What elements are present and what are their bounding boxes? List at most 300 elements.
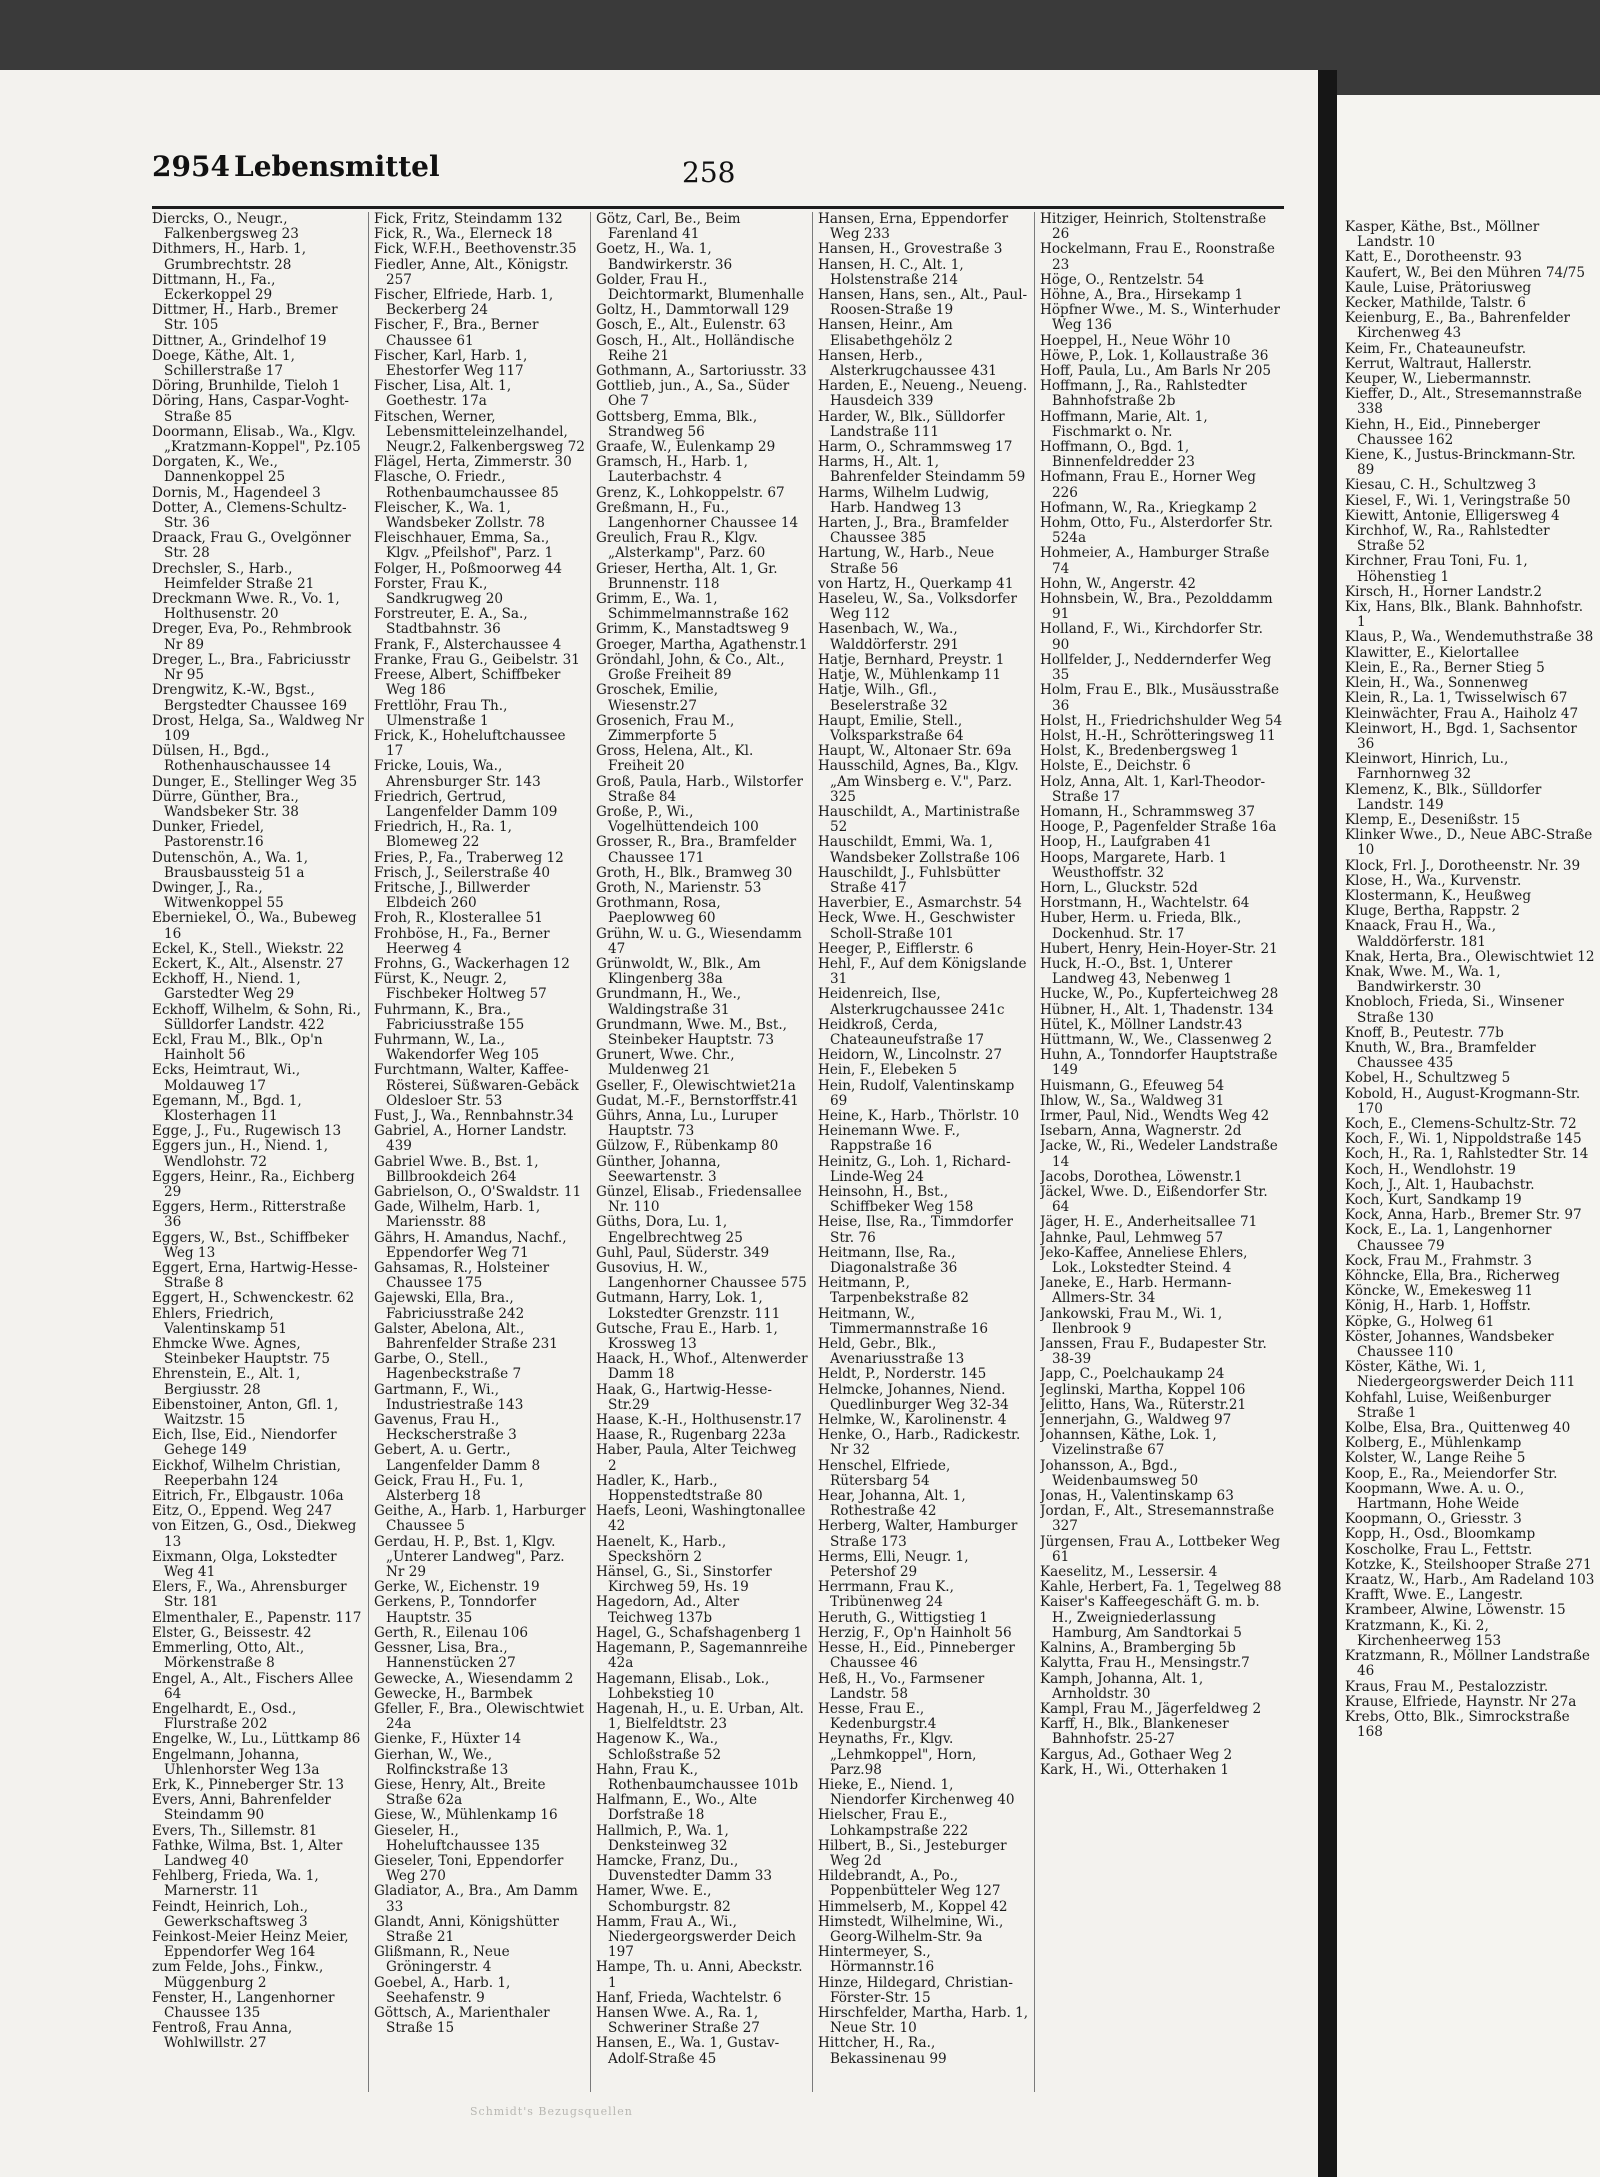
directory-entry: Folger, H., Poßmoorweg 44 <box>374 560 563 577</box>
directory-entry: Kotzke, K., Steilshooper Straße 271 <box>1345 1556 1592 1573</box>
section-title: Lebensmittel <box>234 150 440 183</box>
directory-entry: Harm, O., Schrammsweg 17 <box>818 439 1013 456</box>
directory-entry: Kobold, H., August-Krogmann-Str. 170 <box>1345 1085 1581 1117</box>
directory-entry: Frettlöhr, Frau Th., Ulmenstraße 1 <box>374 697 508 729</box>
directory-entry: Grundmann, H., We., Waldingstraße 31 <box>596 986 742 1018</box>
directory-entry: Haefs, Leoni, Washingtonallee 42 <box>596 1503 806 1535</box>
directory-entry: Gavenus, Frau H., Heckscherstraße 3 <box>374 1412 517 1444</box>
directory-entry: Fischer, Elfriede, Harb. 1, Beckerberg 24 <box>374 287 554 319</box>
directory-entry: Hittcher, H., Ra., Bekassinenau 99 <box>818 2035 947 2067</box>
directory-entry: Heitmann, W., Timmermannstraße 16 <box>818 1305 989 1337</box>
directory-entry: Hatje, Bernhard, Preystr. 1 <box>818 651 1005 668</box>
footer-ghost-text: Schmidt's Bezugsquellen <box>470 2105 633 2118</box>
directory-entry: Jacobs, Dorothea, Löwenstr.1 <box>1040 1168 1243 1185</box>
directory-entry: Hoeppel, H., Neue Wöhr 10 <box>1040 332 1231 349</box>
directory-entry: Günther, Johanna, Seewartenstr. 3 <box>596 1153 721 1185</box>
directory-entry: Fuhrmann, K., Bra., Fabriciusstraße 155 <box>374 1001 525 1033</box>
directory-entry: Haase, R., Rugenbarg 223a <box>596 1427 786 1444</box>
directory-entry: Herms, Elli, Neugr. 1, Petershof 29 <box>818 1548 969 1581</box>
directory-entry: Eggers jun., H., Niend. 1, Wendlohstr. 72 <box>152 1138 329 1170</box>
directory-entry: Eberniekel, O., Wa., Bubeweg 16 <box>152 910 357 942</box>
page-number: 2954 <box>152 150 230 183</box>
directory-entry: Kieffer, D., Alt., Stresemannstraße 338 <box>1345 386 1582 418</box>
directory-entry: Hamer, Wwe. E., Schomburgstr. 82 <box>596 1883 731 1915</box>
directory-entry: Harten, J., Bra., Bramfelder Chaussee 385 <box>818 515 1009 547</box>
directory-entry: Forster, Frau K., Sandkrugweg 20 <box>374 575 504 608</box>
directory-entry: Kleinwort, H., Bgd. 1, Sachsentor 36 <box>1345 720 1577 752</box>
directory-entry: Hartung, W., Harb., Neue Straße 56 <box>818 545 995 577</box>
directory-entry: Feinkost-Meier Heinz Meier, Eppendorfer Weg 164 <box>152 1928 349 1961</box>
directory-entry: Jahnke, Paul, Lehmweg 57 <box>1040 1229 1224 1246</box>
directory-entry: Haase, K.-H., Holthusenstr.17 <box>596 1412 802 1429</box>
directory-entry: Hooge, P., Pagenfelder Straße 16a <box>1040 819 1277 836</box>
directory-entry: Kampl, Frau M., Jägerfeldweg 2 <box>1040 1700 1262 1717</box>
directory-entry: Garbe, O., Stell., Hagenbeckstraße 7 <box>374 1351 522 1383</box>
directory-entry: Jacke, W., Ri., Wedeler Landstraße 14 <box>1040 1138 1278 1170</box>
directory-entry: Glandt, Anni, Königshütter Straße 21 <box>374 1913 559 1945</box>
directory-entry: Kraus, Frau M., Pestalozzistr. <box>1345 1678 1549 1695</box>
directory-entry: Hoff, Paula, Lu., Am Barls Nr 205 <box>1040 363 1272 380</box>
directory-entry: Kix, Hans, Blk., Blank. Bahnhofstr. 1 <box>1345 599 1584 631</box>
directory-entry: Holst, K., Bredenbergsweg 1 <box>1040 743 1239 760</box>
directory-entry: Döring, Brunhilde, Tieloh 1 <box>152 378 341 395</box>
directory-entry: Harden, E., Neueng., Neueng. Hausdeich 339 <box>818 378 1028 410</box>
directory-entry: Gade, Wilhelm, Harb. 1, Mariensstr. 88 <box>374 1199 541 1231</box>
directory-entry: Jordan, F., Alt., Stresemannstraße 327 <box>1040 1503 1275 1535</box>
directory-entry: Grimm, K., Manstadtsweg 9 <box>596 621 790 638</box>
directory-entry: Grunert, Wwe. Chr., Muldenweg 21 <box>596 1047 735 1079</box>
directory-entry: Engelke, W., Lu., Lüttkamp 86 <box>152 1731 361 1748</box>
directory-entry: Dittmer, H., Harb., Bremer Str. 105 <box>152 302 338 334</box>
directory-entry: Gülzow, F., Rübenkamp 80 <box>596 1138 779 1155</box>
directory-entry: Elmenthaler, E., Papenstr. 117 <box>152 1609 362 1626</box>
directory-entry: Hein, F., Elebeken 5 <box>818 1062 957 1079</box>
directory-entry: Groß, Paula, Harb., Wilstorfer Straße 84 <box>596 773 803 805</box>
directory-entry: Klock, Frl. J., Dorotheenstr. Nr. 39 <box>1345 857 1581 874</box>
directory-entry: Koscholke, Frau L., Fettstr. <box>1345 1541 1533 1558</box>
directory-entry: Grieser, Hertha, Alt. 1, Gr. Brunnenstr. 118 <box>596 560 778 592</box>
directory-entry: Keuper, W., Liebermannstr. <box>1345 371 1532 388</box>
directory-entry: Heinitz, G., Loh. 1, Richard-Linde-Weg 24 <box>818 1153 1011 1185</box>
directory-entry: Kirchhof, W., Ra., Rahlstedter Straße 52 <box>1345 523 1550 555</box>
directory-entry: Köncke, W., Emekesweg 11 <box>1345 1283 1533 1300</box>
directory-entry: Gührs, Anna, Lu., Luruper Hauptstr. 73 <box>596 1107 778 1140</box>
directory-entry: Frick, K., Hoheluftchaussee 17 <box>374 727 566 760</box>
directory-entry: Kirsch, H., Horner Landstr.2 <box>1345 583 1542 600</box>
directory-entry: Gewecke, H., Barmbek <box>374 1685 533 1702</box>
directory-entry: Harms, H., Alt. 1, Bahrenfelder Steindamm 59 <box>818 454 1026 486</box>
directory-entry: Holland, F., Wi., Kirchdorfer Str. 90 <box>1040 621 1264 653</box>
directory-entry: Günzel, Elisab., Friedensallee Nr. 110 <box>596 1184 802 1216</box>
directory-entry: Gladiator, A., Bra., Am Damm 33 <box>374 1883 578 1915</box>
directory-entry: Drost, Helga, Sa., Waldweg Nr 109 <box>152 712 364 744</box>
directory-entry: Haber, Paula, Alter Teichweg 2 <box>596 1442 797 1474</box>
directory-entry: Eggers, W., Bst., Schiffbeker Weg 13 <box>152 1229 349 1261</box>
directory-entry: Eggers, Heinr., Ra., Eichberg 29 <box>152 1168 355 1200</box>
directory-entry: Kaeselitz, M., Lessersir. 4 <box>1040 1564 1218 1581</box>
directory-entry: Heidkroß, Cerda, Chateauneufstraße 17 <box>818 1016 984 1048</box>
directory-entry: Jelitto, Hans, Wa., Rüterstr.21 <box>1040 1396 1247 1413</box>
directory-entry: Dreger, Eva, Po., Rehmbrook Nr 89 <box>152 621 352 653</box>
directory-entry: Helmcke, Johannes, Niend. Quedlinburger Weg 32-34 <box>818 1381 1009 1413</box>
directory-entry: Engelmann, Johanna, Uhlenhorster Weg 13a <box>152 1746 320 1778</box>
directory-entry: Hoffmann, Marie, Alt. 1, Fischmarkt o. Nr. <box>1040 408 1208 440</box>
directory-entry: Heinemann Wwe. F., Rappstraße 16 <box>818 1123 961 1155</box>
directory-entry: Goetz, H., Wa. 1, Bandwirkerstr. 36 <box>596 241 733 273</box>
directory-entry: Ehlers, Friedrich, Valentinskamp 51 <box>152 1305 287 1337</box>
directory-entry: Heinsohn, H., Bst., Schiffbeker Weg 158 <box>818 1184 974 1216</box>
directory-entry: Höge, O., Rentzelstr. 54 <box>1040 271 1205 288</box>
directory-entry: Fischer, F., Bra., Berner Chaussee 61 <box>374 317 539 349</box>
directory-entry: Graafe, W., Eulenkamp 29 <box>596 439 776 456</box>
directory-entry: Golder, Frau H., Deichtormarkt, Blumenhalle <box>596 271 805 304</box>
directory-entry: Hollfelder, J., Neddernderfer Weg 35 <box>1040 651 1272 684</box>
directory-entry: Hohn, W., Angerstr. 42 <box>1040 575 1196 592</box>
directory-entry: Hintermeyer, S., Hörmannstr.16 <box>818 1944 935 1976</box>
directory-entry: Haak, G., Hartwig-Hesse-Str.29 <box>596 1381 772 1413</box>
directory-entry: Horstmann, H., Wachtelstr. 64 <box>1040 895 1250 912</box>
directory-entry: Hagel, G., Schafshagenberg 1 <box>596 1624 803 1641</box>
directory-entry: Hansen, Hans, sen., Alt., Paul-Roosen-Straße 19 <box>818 287 1028 319</box>
directory-entry: Knoff, B., Peutestr. 77b <box>1345 1024 1504 1041</box>
directory-entry: Fürst, K., Neugr. 2, Fischbeker Holtweg 57 <box>374 971 547 1003</box>
directory-entry: Goltz, H., Dammtorwall 129 <box>596 302 790 319</box>
directory-entry: Hildebrandt, A., Po., Poppenbütteler Weg 127 <box>818 1868 1001 1900</box>
directory-entry: Gothmann, A., Sartoriusstr. 33 <box>596 363 807 380</box>
directory-entry: Gerdau, H. P., Bst. 1, Klgv. „Unterer Landweg", Parz. Nr 29 <box>374 1533 565 1581</box>
directory-entry: Kiene, K., Justus-Brinckmann-Str. 89 <box>1345 447 1576 479</box>
directory-entry: Eckert, K., Alt., Alsenstr. 27 <box>152 955 344 972</box>
directory-entry: Haverbier, E., Asmarchstr. 54 <box>818 895 1022 912</box>
directory-entry: Eixmann, Olga, Lokstedter Weg 41 <box>152 1548 337 1581</box>
directory-entry: Fick, R., Wa., Elerneck 18 <box>374 226 553 243</box>
directory-entry: Gutmann, Harry, Lok. 1, Lokstedter Grenzstr. 111 <box>596 1290 781 1322</box>
directory-entry: Klein, E., Ra., Berner Stieg 5 <box>1345 659 1545 676</box>
directory-entry: Grenz, K., Lohkoppelstr. 67 <box>596 484 785 501</box>
directory-entry: Fries, P., Fa., Traberweg 12 <box>374 849 564 866</box>
directory-entry: Hamm, Frau A., Wi., Niedergeorgswerder Deich 197 <box>596 1913 797 1961</box>
directory-entry: Hesse, Frau E., Kedenburgstr.4 <box>818 1700 937 1733</box>
directory-entry: Huck, H.-O., Bst. 1, Unterer Landweg 43, Nebenweg 1 <box>1040 955 1233 988</box>
directory-entry: Koch, H., Ra. 1, Rahlstedter Str. 14 <box>1345 1146 1589 1163</box>
directory-entry: Hänsel, G., Si., Sinstorfer Kirchweg 59, Hs. 19 <box>596 1564 772 1596</box>
directory-entry: Gramsch, H., Harb. 1, Lauterbachstr. 4 <box>596 454 748 486</box>
directory-entry: Heine, K., Harb., Thörlstr. 10 <box>818 1107 1020 1124</box>
directory-entry: Giese, Henry, Alt., Breite Straße 62a <box>374 1776 546 1809</box>
directory-entry: Heidorn, W., Lincolnstr. 27 <box>818 1047 1002 1064</box>
directory-entry: Hansen, Herb., Alsterkrugchaussee 431 <box>818 347 997 380</box>
directory-entry: Gseller, F., Olewischtwiet21a <box>596 1077 796 1094</box>
next-page <box>1337 95 1600 2177</box>
directory-entry: Holste, E., Deichstr. 6 <box>1040 758 1191 775</box>
directory-entry: Klein, H., Wa., Sonnenweg <box>1345 675 1529 692</box>
directory-entry: Gusovius, H. W., Langenhorner Chaussee 575 <box>596 1260 807 1292</box>
directory-entry: zum Felde, Johs., Finkw., Müggenburg 2 <box>152 1959 324 1991</box>
directory-entry: Gosch, H., Alt., Holländische Reihe 21 <box>596 332 795 364</box>
directory-entry: Eckhoff, Wilhelm, & Sohn, Ri., Sülldorfer Landstr. 422 <box>152 1001 361 1033</box>
directory-entry: Fick, W.F.H., Beethovenstr.35 <box>374 241 577 258</box>
directory-entry: Drengwitz, K.-W., Bgst., Bergstedter Chaussee 169 <box>152 682 348 714</box>
directory-entry: Holm, Frau E., Blk., Musäusstraße 36 <box>1040 682 1280 714</box>
directory-entry: Kaule, Luise, Prätoriusweg <box>1345 279 1532 296</box>
directory-entry: Ecks, Heimtraut, Wi., Moldauweg 17 <box>152 1062 301 1094</box>
directory-entry: von Hartz, H., Querkamp 41 <box>818 575 1014 592</box>
directory-entry: Kaufert, W., Bei den Mühren 74/75 <box>1345 264 1586 281</box>
directory-entry: Köster, Käthe, Wi. 1, Niedergeorgswerder Deich 111 <box>1345 1359 1576 1391</box>
directory-entry: Jäger, H. E., Anderheitsallee 71 <box>1040 1214 1258 1231</box>
directory-entry: Geick, Frau H., Fu. 1, Alsterberg 18 <box>374 1472 524 1505</box>
directory-entry: Kasper, Käthe, Bst., Möllner Landstr. 10 <box>1345 220 1540 251</box>
directory-entry: Jonas, H., Valentinskamp 63 <box>1040 1488 1234 1505</box>
directory-entry: Kargus, Ad., Gothaer Weg 2 <box>1040 1746 1233 1763</box>
directory-entry: Dürre, Günther, Bra., Wandsbeker Str. 38 <box>152 788 299 820</box>
column-1 <box>152 212 364 2102</box>
directory-entry: Knak, Wwe. M., Wa. 1, Bandwirkerstr. 30 <box>1345 963 1501 996</box>
directory-entry: Hüttmann, W., We., Classenweg 2 <box>1040 1031 1273 1048</box>
directory-entry: Kalnins, A., Bramberging 5b <box>1040 1640 1236 1657</box>
directory-entry: Dülsen, H., Bgd., Rothenhauschaussee 14 <box>152 743 331 775</box>
directory-entry: Freese, Albert, Schiffbeker Weg 186 <box>374 667 561 699</box>
directory-entry: Greulich, Frau R., Klgv. „Alsterkamp", Parz. 60 <box>596 530 766 562</box>
directory-entry: Gabriel Wwe. B., Bst. 1, Billbrookdeich 264 <box>374 1153 539 1185</box>
directory-entry: Heitmann, Ilse, Ra., Diagonalstraße 36 <box>818 1244 958 1277</box>
directory-entry: Eggert, H., Schwenckestr. 62 <box>152 1290 355 1307</box>
directory-entry: Eckl, Frau M., Blk., Op'n Hainholt 56 <box>152 1031 323 1064</box>
directory-entry: Evers, Anni, Bahrenfelder Steindamm 90 <box>152 1792 331 1824</box>
directory-entry: Jeko-Kaffee, Anneliese Ehlers, Lok., Lokstedter Steind. 4 <box>1040 1244 1248 1277</box>
directory-entry: Drechsler, S., Harb., Heimfelder Straße 21 <box>152 560 315 592</box>
directory-entry: Fiedler, Anne, Alt., Königstr. 257 <box>374 256 569 288</box>
directory-entry: Kiewitt, Antonie, Elligersweg 4 <box>1345 507 1560 524</box>
directory-entry: Kohfahl, Luise, Weißenburger Straße 1 <box>1345 1389 1551 1421</box>
directory-entry: Holst, H.-H., Schrötteringsweg 11 <box>1040 727 1276 744</box>
directory-entry: Friedrich, H., Ra. 1, Blomeweg 22 <box>374 819 512 851</box>
directory-entry: Holst, H., Friedrichshulder Weg 54 <box>1040 712 1283 729</box>
directory-entry: Doege, Käthe, Alt. 1, Schillerstraße 17 <box>152 347 295 380</box>
directory-entry: Johannsen, Käthe, Lok. 1, Vizelinstraße 67 <box>1040 1427 1217 1459</box>
column-2 <box>374 212 586 2102</box>
directory-entry: Gerke, W., Eichenstr. 19 <box>374 1579 540 1596</box>
directory-entry: Klein, R., La. 1, Twisselwisch 67 <box>1345 690 1568 707</box>
directory-entry: Fentroß, Frau Anna, Wohlwillstr. 27 <box>152 2020 293 2052</box>
directory-entry: Grühn, W. u. G., Wiesendamm 47 <box>596 925 802 957</box>
directory-entry: Kiesel, F., Wi. 1, Veringstraße 50 <box>1345 492 1571 509</box>
directory-entry: Herzig, F., Op'n Hainholt 56 <box>818 1624 1012 1641</box>
directory-entry: Fick, Fritz, Steindamm 132 <box>374 212 563 227</box>
directory-entry: Haack, H., Whof., Altenwerder Damm 18 <box>596 1351 808 1383</box>
directory-entry: Hockelmann, Frau E., Roonstraße 23 <box>1040 241 1275 273</box>
directory-entry: Hohnsbein, W., Bra., Pezolddamm 91 <box>1040 591 1273 623</box>
directory-entry: Furchtmann, Walter, Kaffee-Rösterei, Süßwaren-Gebäck Oldesloer Str. 53 <box>374 1062 579 1109</box>
directory-entry: Klose, H., Wa., Kurvenstr. <box>1345 872 1522 889</box>
directory-entry: Güths, Dora, Lu. 1, Engelbrechtweg 25 <box>596 1214 743 1246</box>
directory-entry: Gartmann, F., Wi., Industriestraße 143 <box>374 1381 524 1413</box>
column-3 <box>596 212 808 2102</box>
directory-entry: Gahsamas, R., Holsteiner Chaussee 175 <box>374 1260 550 1292</box>
column-rule <box>368 212 369 2092</box>
directory-entry: Koch, E., Clemens-Schultz-Str. 72 <box>1345 1115 1577 1132</box>
directory-entry: Dreckmann Wwe. R., Vo. 1, Holthusenstr. 20 <box>152 591 340 623</box>
directory-entry: Jäckel, Wwe. D., Eißendorfer Str. 64 <box>1040 1184 1268 1216</box>
directory-entry: Knuth, W., Bra., Bramfelder Chaussee 435 <box>1345 1039 1536 1072</box>
directory-entry: Dunger, E., Stellinger Weg 35 <box>152 773 358 790</box>
directory-entry: Glißmann, R., Neue Gröningerstr. 4 <box>374 1944 510 1976</box>
directory-entry: Gienke, F., Hüxter 14 <box>374 1731 522 1748</box>
next-page-column <box>1345 220 1595 2170</box>
directory-entry: Hinze, Hildegard, Christian-Förster-Str. 15 <box>818 1974 1013 2006</box>
directory-entry: Holz, Anna, Alt. 1, Karl-Theodor-Straße 17 <box>1040 773 1266 805</box>
directory-entry: Kark, H., Wi., Otterhaken 1 <box>1040 1761 1229 1778</box>
directory-entry: Fenster, H., Langenhorner Chaussee 135 <box>152 1989 335 2021</box>
directory-entry: Heidenreich, Ilse, Alsterkrugchaussee 241c <box>818 986 1005 1018</box>
directory-entry: Hubert, Henry, Hein-Hoyer-Str. 21 <box>1040 940 1278 957</box>
directory-entry: Hauschildt, A., Martinistraße 52 <box>818 803 1020 836</box>
directory-entry: Dreger, L., Bra., Fabriciusstr Nr 95 <box>152 651 351 684</box>
directory-entry: Homann, H., Schrammsweg 37 <box>1040 803 1256 820</box>
directory-entry: Giese, W., Mühlenkamp 16 <box>374 1807 558 1824</box>
directory-entry: Kolster, W., Lange Reihe 5 <box>1345 1450 1526 1467</box>
directory-entry: Hofmann, W., Ra., Kriegkamp 2 <box>1040 499 1258 516</box>
directory-entry: Hansen Wwe. A., Ra. 1, Schweriner Straße 27 <box>596 2004 760 2037</box>
directory-entry: Grundmann, Wwe. M., Bst., Steinbeker Hauptstr. 73 <box>596 1016 787 1048</box>
directory-entry: Kock, Frau M., Frahmstr. 3 <box>1345 1252 1532 1269</box>
directory-entry: Flasche, O. Friedr., Rothenbaumchaussee 85 <box>374 469 559 501</box>
directory-entry: Huismann, G., Efeuweg 54 <box>1040 1077 1225 1094</box>
directory-entry: Gerkens, P., Tonndorfer Hauptstr. 35 <box>374 1594 537 1626</box>
directory-entry: Kolberg, E., Mühlenkamp <box>1345 1435 1522 1452</box>
directory-entry: Engel, A., Alt., Fischers Allee 64 <box>152 1670 354 1702</box>
directory-entry: Hoops, Margarete, Harb. 1 Weusthoffstr. 32 <box>1040 849 1228 881</box>
directory-entry: Gfeller, F., Bra., Olewischtwiet 24a <box>374 1700 584 1733</box>
directory-entry: Ihlow, W., Sa., Waldweg 31 <box>1040 1092 1225 1109</box>
directory-entry: Kock, E., La. 1, Langenhorner Chaussee 79 <box>1345 1222 1552 1254</box>
directory-entry: Fuhrmann, W., La., Wakendorfer Weg 105 <box>374 1031 540 1064</box>
directory-entry: Kamph, Johanna, Alt. 1, Arnholdstr. 30 <box>1040 1670 1204 1702</box>
directory-entry: Hadler, K., Harb., Hoppenstedtstraße 80 <box>596 1472 763 1505</box>
directory-entry: Klinker Wwe., D., Neue ABC-Straße 10 <box>1345 827 1593 859</box>
directory-entry: Herberg, Walter, Hamburger Straße 173 <box>818 1518 1018 1550</box>
directory-entry: Greßmann, H., Fu., Langenhorner Chaussee 14 <box>596 499 799 532</box>
directory-entry: Hahn, Frau K., Rothenbaumchaussee 101b <box>596 1761 799 1793</box>
directory-entry: Kerrut, Waltraut, Hallerstr. <box>1345 355 1532 372</box>
directory-entry: Heitmann, P., Tarpenbekstraße 82 <box>818 1275 969 1307</box>
directory-entry: Himstedt, Wilhelmine, Wi., Georg-Wilhelm-Str. 9a <box>818 1913 1004 1945</box>
directory-entry: Horn, L., Gluckstr. 52d <box>1040 879 1198 896</box>
directory-entry: Fathke, Wilma, Bst. 1, Alter Landweg 40 <box>152 1837 343 1869</box>
directory-entry: Groth, H., Blk., Bramweg 30 <box>596 864 793 881</box>
directory-entry: Klemp, E., Desenißstr. 15 <box>1345 811 1521 828</box>
directory-entry: Heruth, G., Wittigstieg 1 <box>818 1609 988 1626</box>
column-4 <box>818 212 1030 2102</box>
directory-entry: Kiesau, C. H., Schultzweg 3 <box>1345 477 1537 494</box>
directory-entry: Hoffmann, O., Bgd. 1, Binnenfeldredder 23 <box>1040 439 1195 471</box>
page-header <box>152 148 1284 209</box>
directory-entry: Koopmann, O., Griesstr. 3 <box>1345 1511 1522 1528</box>
directory-entry: Heck, Wwe. H., Geschwister Scholl-Straße 101 <box>818 910 1015 942</box>
directory-entry: Gebert, A. u. Gertr., Langenfelder Damm 8 <box>374 1442 541 1474</box>
directory-entry: Eitz, O., Eppend. Weg 247 <box>152 1503 333 1520</box>
directory-entry: Fricke, Louis, Wa., Ahrensburger Str. 143 <box>374 758 541 790</box>
directory-entry: Fehlberg, Frieda, Wa. 1, Marnerstr. 11 <box>152 1868 319 1900</box>
directory-entry: Evers, Th., Sillemstr. 81 <box>152 1822 318 1839</box>
directory-entry: Jennerjahn, G., Waldweg 97 <box>1040 1412 1232 1429</box>
directory-entry: Gerth, R., Eilenau 106 <box>374 1624 529 1641</box>
directory-entry: Kalytta, Frau H., Mensingstr.7 <box>1040 1655 1250 1672</box>
directory-entry: Koop, E., Ra., Meiendorfer Str. <box>1345 1465 1558 1482</box>
directory-entry: Diercks, O., Neugr., Falkenbergsweg 23 <box>152 212 299 243</box>
directory-entry: Galster, Abelona, Alt., Bahrenfelder Straße 231 <box>374 1320 558 1353</box>
directory-entry: Groschek, Emilie, Wiesenstr.27 <box>596 682 719 714</box>
directory-entry: Krebs, Otto, Blk., Simrockstraße 168 <box>1345 1708 1570 1741</box>
directory-entry: Johansson, A., Bgd., Weidenbaumsweg 50 <box>1040 1457 1199 1489</box>
column-5 <box>1040 212 1284 2102</box>
directory-entry: Hagemann, Elisab., Lok., Lohbekstieg 10 <box>596 1670 770 1702</box>
directory-entry: Höpfner Wwe., M. S., Winterhuder Weg 136 <box>1040 302 1280 334</box>
directory-entry: Göttsch, A., Marienthaler Straße 15 <box>374 2004 550 2037</box>
directory-entry: Groth, N., Marienstr. 53 <box>596 879 762 896</box>
directory-entry: Dornis, M., Hagendeel 3 <box>152 484 321 501</box>
directory-entry: Hauschildt, J., Fuhlsbütter Straße 417 <box>818 864 1001 896</box>
directory-entry: Kleinwort, Hinrich, Lu., Farnhornweg 32 <box>1345 751 1509 783</box>
directory-entry: Knobloch, Frieda, Si., Winsener Straße 130 <box>1345 994 1564 1026</box>
directory-entry: Döring, Hans, Caspar-Voght-Straße 85 <box>152 393 350 425</box>
directory-entry: Dorgaten, K., We., Dannenkoppel 25 <box>152 454 286 486</box>
directory-entry: Geithe, A., Harb. 1, Harburger Chaussee 5 <box>374 1503 586 1535</box>
directory-entry: Gutsche, Frau E., Harb. 1, Krossweg 13 <box>596 1320 778 1353</box>
directory-entry: Hucke, W., Po., Kupferteichweg 28 <box>1040 986 1279 1003</box>
directory-entry: Franke, Frau G., Geibelstr. 31 <box>374 651 580 668</box>
directory-entry: Klemenz, K., Blk., Sülldorfer Landstr. 149 <box>1345 781 1542 813</box>
directory-entry: Haseleu, W., Sa., Volksdorfer Weg 112 <box>818 591 1017 623</box>
directory-entry: Heynaths, Fr., Klgv. „Lehmkoppel", Horn, Parz.98 <box>818 1731 977 1778</box>
directory-entry: Gosch, E., Alt., Eulenstr. 63 <box>596 317 786 334</box>
directory-entry: Frank, F., Alsterchaussee 4 <box>374 636 562 653</box>
directory-entry: Eggert, Erna, Hartwig-Hesse-Straße 8 <box>152 1260 358 1292</box>
directory-entry: Dunker, Friedel, Pastorenstr.16 <box>152 819 265 851</box>
directory-entry: Hansen, H. C., Alt. 1, Holstenstraße 214 <box>818 256 964 288</box>
directory-entry: Köster, Johannes, Wandsbeker Chaussee 110 <box>1345 1328 1554 1361</box>
directory-entry: Friedrich, Gertrud, Langenfelder Damm 109 <box>374 788 558 820</box>
directory-entry: Große, P., Wi., Vogelhüttendeich 100 <box>596 803 759 836</box>
directory-entry: Fust, J., Wa., Rennbahnstr.34 <box>374 1107 574 1124</box>
directory-entry: Fischer, Karl, Harb. 1, Ehestorfer Weg 117 <box>374 347 528 380</box>
directory-entry: Hanf, Frieda, Wachtelstr. 6 <box>596 1989 782 2006</box>
directory-entry: Hatje, Wilh., Gfl., Beselerstraße 32 <box>818 682 948 714</box>
directory-entry: Egemann, M., Bgd. 1, Klosterhagen 11 <box>152 1092 302 1124</box>
directory-entry: Hasenbach, W., Wa., Walddörferstr. 291 <box>818 621 959 653</box>
directory-entry: Kecker, Mathilde, Talstr. 6 <box>1345 295 1526 312</box>
directory-entry: Hitziger, Heinrich, Stoltenstraße 26 <box>1040 212 1267 243</box>
directory-entry: Eitrich, Fr., Elbgaustr. 106a <box>152 1488 344 1505</box>
directory-entry: Egge, J., Fu., Rugewisch 13 <box>152 1123 342 1140</box>
directory-entry: Heise, Ilse, Ra., Timmdorfer Str. 76 <box>818 1214 1014 1246</box>
directory-entry: Harder, W., Blk., Sülldorfer Landstraße 111 <box>818 408 1005 440</box>
directory-entry: Flägel, Herta, Zimmerstr. 30 <box>374 454 572 471</box>
directory-entry: Kobel, H., Schultzweg 5 <box>1345 1070 1511 1087</box>
directory-entry: Hamcke, Franz, Du., Duvenstedter Damm 33 <box>596 1852 773 1885</box>
directory-entry: Hilbert, B., Si., Jesteburger Weg 2d <box>818 1837 1007 1869</box>
directory-entry: Gröndahl, John, & Co., Alt., Große Freiheit 89 <box>596 651 785 684</box>
directory-entry: Koch, F., Wi. 1, Nippoldstraße 145 <box>1345 1131 1582 1148</box>
directory-entry: Hohmeier, A., Hamburger Straße 74 <box>1040 545 1270 577</box>
directory-entry: Fleischer, K., Wa. 1, Wandsbeker Zollstr. 78 <box>374 499 545 532</box>
directory-entry: Erk, K., Pinneberger Str. 13 <box>152 1776 344 1793</box>
directory-entry: Koch, Kurt, Sandkamp 19 <box>1345 1192 1522 1208</box>
directory-entry: Heß, H., Vo., Farmsener Landstr. 58 <box>818 1670 985 1702</box>
directory-entry: Guhl, Paul, Süderstr. 349 <box>596 1244 770 1261</box>
directory-entry: Hansen, E., Wa. 1, Gustav-Adolf-Straße 45 <box>596 2035 780 2067</box>
directory-entry: Keim, Fr., Chateauneufstr. <box>1345 340 1527 357</box>
